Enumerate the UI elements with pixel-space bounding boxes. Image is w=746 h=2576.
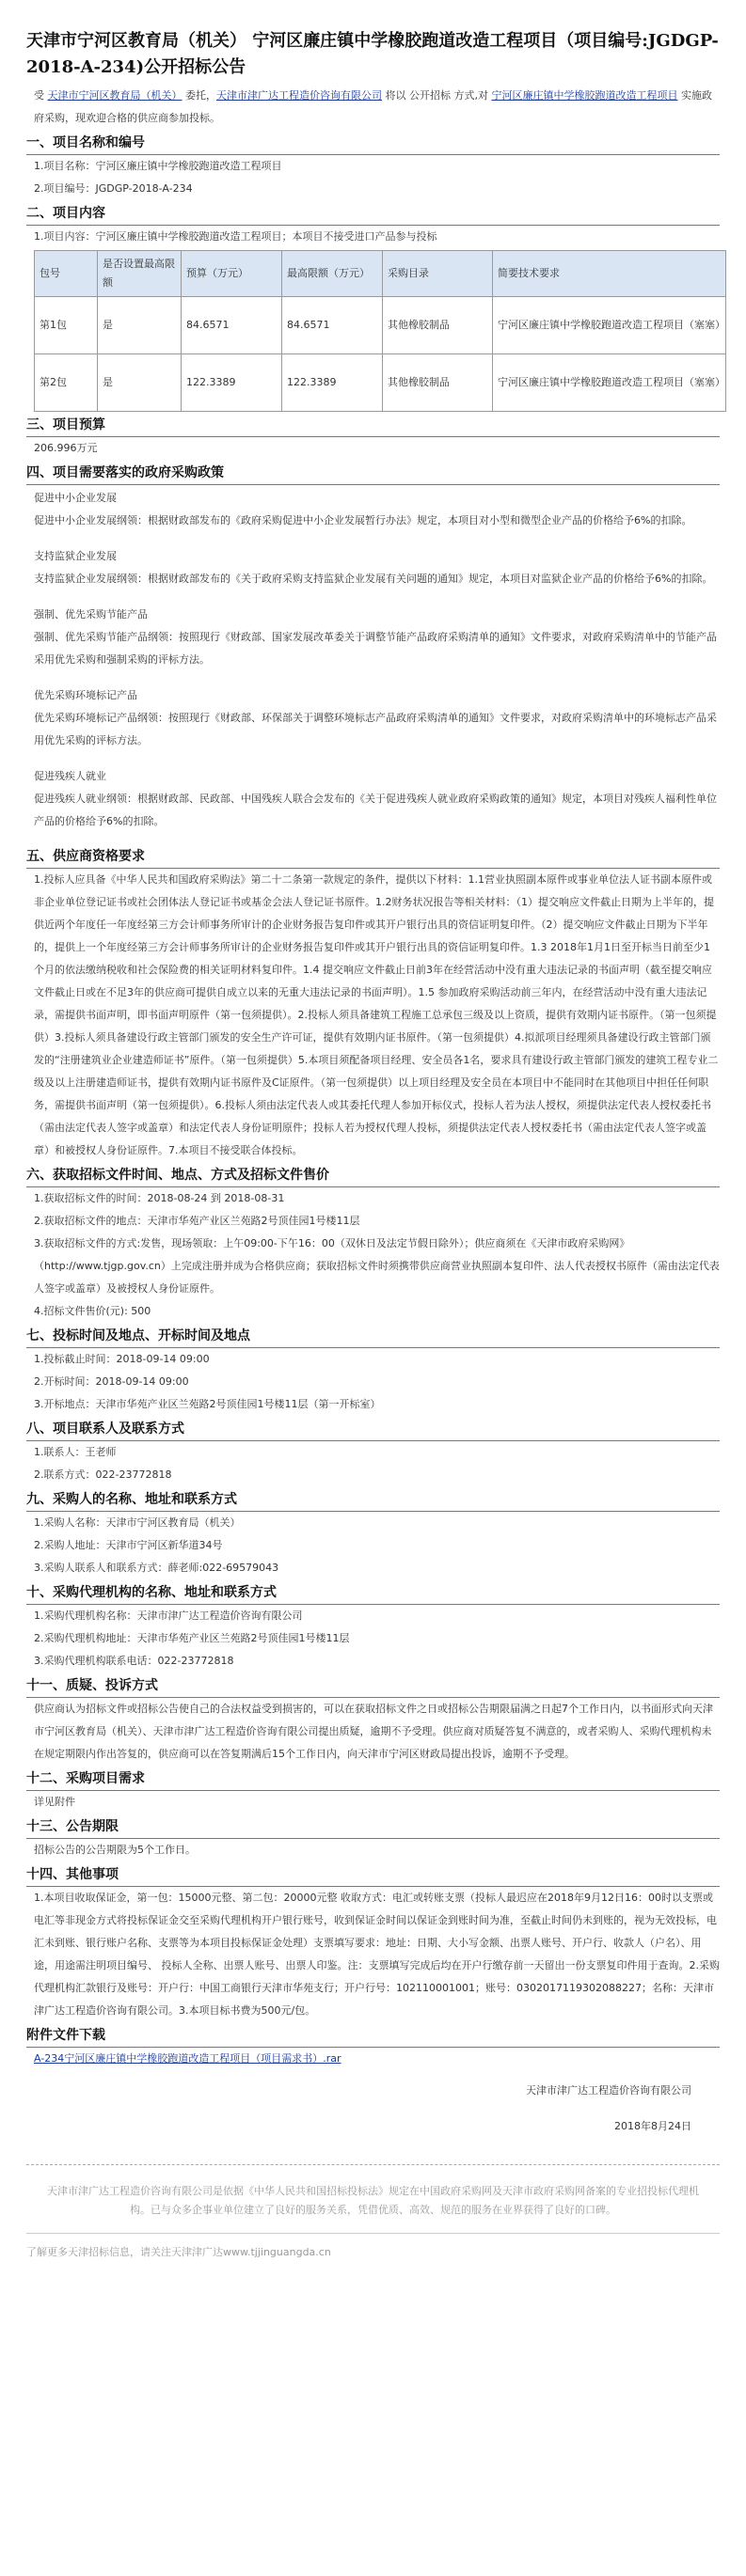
agency-phone: 3.采购代理机构联系电话：022-23772818 [34,1655,234,1667]
purchaser-name: 1.采购人名称：天津市宁河区教育局（机关） [34,1516,241,1529]
package-table [34,250,726,412]
table-cell: 其他橡胶制品 [383,297,493,354]
section-heading: 七、投标时间及地点、开标时间及地点 [26,1326,720,1348]
other-matters: 1.本项目收取保证金，第一包：15000元整、第二包：20000元整 收取方式：电汇或转账支票（投标人最迟应在2018年9月12日16：00时以支票或电汇等非现金方式将投标保证金交至采购代理机构开户银行账号，收到保证金时间以保证金到账时间为准，至截止时间仍未到账的，视为无效投标，电汇未到账、银行账户名称、支票等为本项目投标保证金处理）支票填写要求：地址：日期、大小写金额、出票人账号、开户行、收款人（户名）、用途，用途需注明项目编号、 投标人全称、出票人账号、出票人印鉴。注：支票填写完成后均在开户行缴存前一天留出一份支票复印件用于查询。2.采购代理机构汇款银行及账号：开户行：中国工商银行天津市华苑支行；开户行号：102110001001；账号：0302017119302088227；名称：天津市津广达工程造价咨询有限公司。3.本项目标书费为500元/包。 [34,1892,720,2017]
attachment-download-link[interactable]: A-234宁河区廉庄镇中学橡胶跑道改造工程项目（项目需求书）.rar [34,2052,341,2065]
column-header: 包号 [35,251,98,297]
table-cell: 122.3389 [282,354,383,412]
tender-doc-price: 4.招标文件售价(元): 500 [34,1305,151,1317]
column-header: 预算（万元） [182,251,282,297]
section-heading: 四、项目需要落实的政府采购政策 [26,463,720,485]
column-header: 采购目录 [383,251,493,297]
section-heading: 十一、质疑、投诉方式 [26,1675,720,1698]
project-name: 1.项目名称：宁河区廉庄镇中学橡胶跑道改造工程项目 [34,160,282,172]
tender-doc-place: 2.获取招标文件的地点：天津市华苑产业区兰苑路2号顶佳园1号楼11层 [34,1215,360,1227]
column-header: 是否设置最高限额 [98,251,182,297]
policy-title: 优先采购环境标记产品 [34,689,137,701]
table-cell: 第1包 [35,297,98,354]
tender-doc-method: 3.获取招标文件的方式:发售，现场领取：上午09:00-下午16：00（双休日及法定节假日除外）；供应商须在《天津市政府采购网》（http://www.tjgp.gov.cn）上完成注册并成为合格供应商；获取招标文件时须携带供应商营业执照副本复印件、法人代表授权书原件（需由法定代表人签字或盖章）及被授权人身份证原件。 [34,1237,720,1295]
notice-period: 招标公告的公告期限为5个工作日。 [34,1844,196,1856]
section-heading: 十、采购代理机构的名称、地址和联系方式 [26,1582,720,1605]
table-cell: 其他橡胶制品 [383,354,493,412]
section-heading: 一、项目名称和编号 [26,133,720,155]
table-cell: 是 [98,297,182,354]
column-header: 简要技术要求 [493,251,726,297]
bid-opening-place: 3.开标地点：天津市华苑产业区兰苑路2号顶佳园1号楼11层（第一开标室） [34,1398,381,1410]
requirement-text: 详见附件 [34,1796,75,1808]
signature-date: 2018年8月24日 [614,2120,691,2132]
table-cell: 122.3389 [182,354,282,412]
tender-doc-time: 1.获取招标文件的时间：2018-08-24 到 2018-08-31 [34,1192,285,1204]
section-heading: 九、采购人的名称、地址和联系方式 [26,1489,720,1512]
section-heading: 五、供应商资格要求 [26,846,720,869]
policy-title: 支持监狱企业发展 [34,550,117,562]
section-heading: 十三、公告期限 [26,1816,720,1839]
policy-text: 强制、优先采购节能产品纲领：按照现行《财政部、国家发展改革委关于调整节能产品政府采购清单的通知》文件要求，对政府采购清单中的节能产品采用优先采购和强制采购的评标方法。 [34,631,717,666]
project-link[interactable]: 宁河区廉庄镇中学橡胶跑道改造工程项目 [491,89,678,102]
policy-block [26,765,720,833]
table-cell: 宁河区廉庄镇中学橡胶跑道改造工程项目（塞塞） [493,297,726,354]
contact-phone: 2.联系方式：022-23772818 [34,1469,172,1481]
intro-text: 委托， [182,89,216,102]
owner-link[interactable]: 天津市宁河区教育局（机关） [47,89,183,102]
policy-title: 强制、优先采购节能产品 [34,608,148,620]
agency-link[interactable]: 天津市津广达工程造价咨询有限公司 [216,89,382,102]
table-header-row [35,251,726,297]
table-cell: 84.6571 [182,297,282,354]
policy-title: 促进残疾人就业 [34,770,106,782]
project-content: 1.项目内容：宁河区廉庄镇中学橡胶跑道改造工程项目；本项目不接受进口产品参与投标 [34,230,437,243]
intro-text: 将以 公开招标 方式,对 [382,89,492,102]
column-header: 最高限额（万元） [282,251,383,297]
purchaser-address: 2.采购人地址：天津市宁河区新华道34号 [34,1539,223,1551]
policy-block [26,604,720,671]
table-row [35,297,726,354]
policy-block [26,545,720,590]
intro-paragraph [26,85,720,130]
section-heading: 六、获取招标文件时间、地点、方式及招标文件售价 [26,1165,720,1187]
agency-address: 2.采购代理机构地址：天津市华苑产业区兰苑路2号顶佳园1号楼11层 [34,1632,350,1644]
footer-more[interactable]: 了解更多天津招标信息，请关注天津津广达www.tjjinguangda.cn [26,2233,720,2264]
table-cell: 第2包 [35,354,98,412]
attachment-item [26,2048,720,2070]
table-cell: 是 [98,354,182,412]
project-number: 2.项目编号：JGDGP-2018-A-234 [34,182,193,195]
complaint-text: 供应商认为招标文件或招标公告使自己的合法权益受到损害的，可以在获取招标文件之日或招标公告期限届满之日起7个工作日内，以书面形式向天津市宁河区教育局（机关）、天津市津广达工程造价咨询有限公司提出质疑，逾期不予受理。供应商对质疑答复不满意的，或者采购人、采购代理机构未在规定期限内作出答复的，供应商可以在答复期满后15个工作日内，向天津市宁河区财政局提出投诉，逾期不予受理。 [34,1703,713,1760]
bid-opening-time: 2.开标时间：2018-09-14 09:00 [34,1375,189,1388]
table-cell: 宁河区廉庄镇中学橡胶跑道改造工程项目（塞塞） [493,354,726,412]
attachment-heading: 附件文件下载 [26,2025,720,2048]
section-heading: 二、项目内容 [26,203,720,226]
policy-block [26,487,720,532]
policy-text: 优先采购环境标记产品纲领：按照现行《财政部、环保部关于调整环境标志产品政府采购清单的通知》文件要求，对政府采购清单中的环境标志产品采用优先采购的评标方法。 [34,712,717,746]
policy-block [26,684,720,752]
section-heading: 十二、采购项目需求 [26,1768,720,1791]
table-row [35,354,726,412]
purchaser-contact: 3.采购人联系人和联系方式：薛老师:022-69579043 [34,1562,279,1574]
budget-value: 206.996万元 [34,442,98,454]
signature-company: 天津市津广达工程造价咨询有限公司 [526,2084,691,2097]
intro-text: 实施政府采购，现欢迎合格的供应商参加投标。 [34,89,712,124]
qualification-text: 1.投标人应具备《中华人民共和国政府采购法》第二十二条第一款规定的条件，提供以下材料：1.1营业执照副本原件或事业单位法人证书副本原件或非企业单位登记证书或社会团体法人登记证书或基金会法人登记证书原件。1.2财务状况报告等相关材料：（1）提交响应文件截止日期为上半年的，提供近两个年度任一年度经第三方会计师事务所审计的企业财务报告复印件或其开户银行出具的资信证明复印件。（2）提交响应文件截止日期为下半年的，提供上一个年度经第三方会计师事务所审计的企业财务报告复印件或其开户银行出具的资信证明复印件。1.3 2018年1月1日至开标当日前至少1个月的依法缴纳税收和社会保险费的相关证明材料复印件。1.4 提交响应文件截止日前3年在经营活动中没有重大违法记录的书面声明（截至提交响应文件截止日或在不足3年的供应商可提供自成立以来的无重大违法记录的书面声明）。1.5 参加政府采购活动前三年内，在经营活动中没有重大违法记录，需提供书面声明，即书面声明原件（第一包须提供）。2.投标人须具备建筑工程施工总承包三级及以上资质，提供有效期内证书原件。（第一包须提供）3.投标人须具备建设行政主管部门颁发的安全生产许可证，提供有效期内证书原件。（第一包须提供）4.拟派项目经理须具备建设行政主管部门颁发的“注册建筑业企业建造师证书”原件。（第一包须提供）5.本项目须配备项目经理、安全员各1名，要求具有建设行政主管部门颁发的建筑工程专业二级及以上注册建造师证书，提供有效期内证书原件及C证原件。（第一包须提供）以上项目经理及安全员在本项目中不能同时在其他项目中担任任何职务，需提供书面声明（第一包须提供）。6.投标人须由法定代表人或其委托代理人参加开标仪式，投标人若为法人授权，须提供法定代表人授权委托书（需由法定代表人签字或盖章）和法定代表人身份证明原件；投标人若为授权代理人投标，须提供法定代表人授权委托书（需由法定代表人签字或盖章）和被授权人身份证原件。7.本项目不接受联合体投标。 [34,873,719,1156]
intro-text: 受 [34,89,48,102]
policy-text: 促进中小企业发展纲领：根据财政部发布的《政府采购促进中小企业发展暂行办法》规定，本项目对小型和微型企业产品的价格给予6%的扣除。 [34,514,692,526]
policy-text: 支持监狱企业发展纲领：根据财政部发布的《关于政府采购支持监狱企业发展有关问题的通知》规定，本项目对监狱企业产品的价格给予6%的扣除。 [34,573,713,585]
table-cell: 84.6571 [282,297,383,354]
policy-text: 促进残疾人就业纲领：根据财政部、民政部、中国残疾人联合会发布的《关于促进残疾人就业政府采购政策的通知》规定，本项目对残疾人福利性单位产品的价格给予6%的扣除。 [34,793,717,827]
contact-person: 1.联系人：王老师 [34,1446,117,1458]
footer-notice: 天津市津广达工程造价咨询有限公司是依据《中华人民共和国招标投标法》规定在中国政府采购网及天津市政府采购网备案的专业招投标代理机构。已与众多企事业单位建立了良好的服务关系，凭借优质、高效、规范的服务在业界获得了良好的口碑。 [26,2164,720,2220]
policy-title: 促进中小企业发展 [34,492,117,504]
section-heading: 三、项目预算 [26,415,720,437]
bid-deadline: 1.投标截止时间：2018-09-14 09:00 [34,1353,210,1365]
agency-name: 1.采购代理机构名称：天津市津广达工程造价咨询有限公司 [34,1610,303,1622]
page-title: 天津市宁河区教育局（机关） 宁河区廉庄镇中学橡胶跑道改造工程项目（项目编号:JGDGP-2018-A-234)公开招标公告 [26,31,719,77]
section-heading: 八、项目联系人及联系方式 [26,1419,720,1441]
section-heading: 十四、其他事项 [26,1864,720,1887]
